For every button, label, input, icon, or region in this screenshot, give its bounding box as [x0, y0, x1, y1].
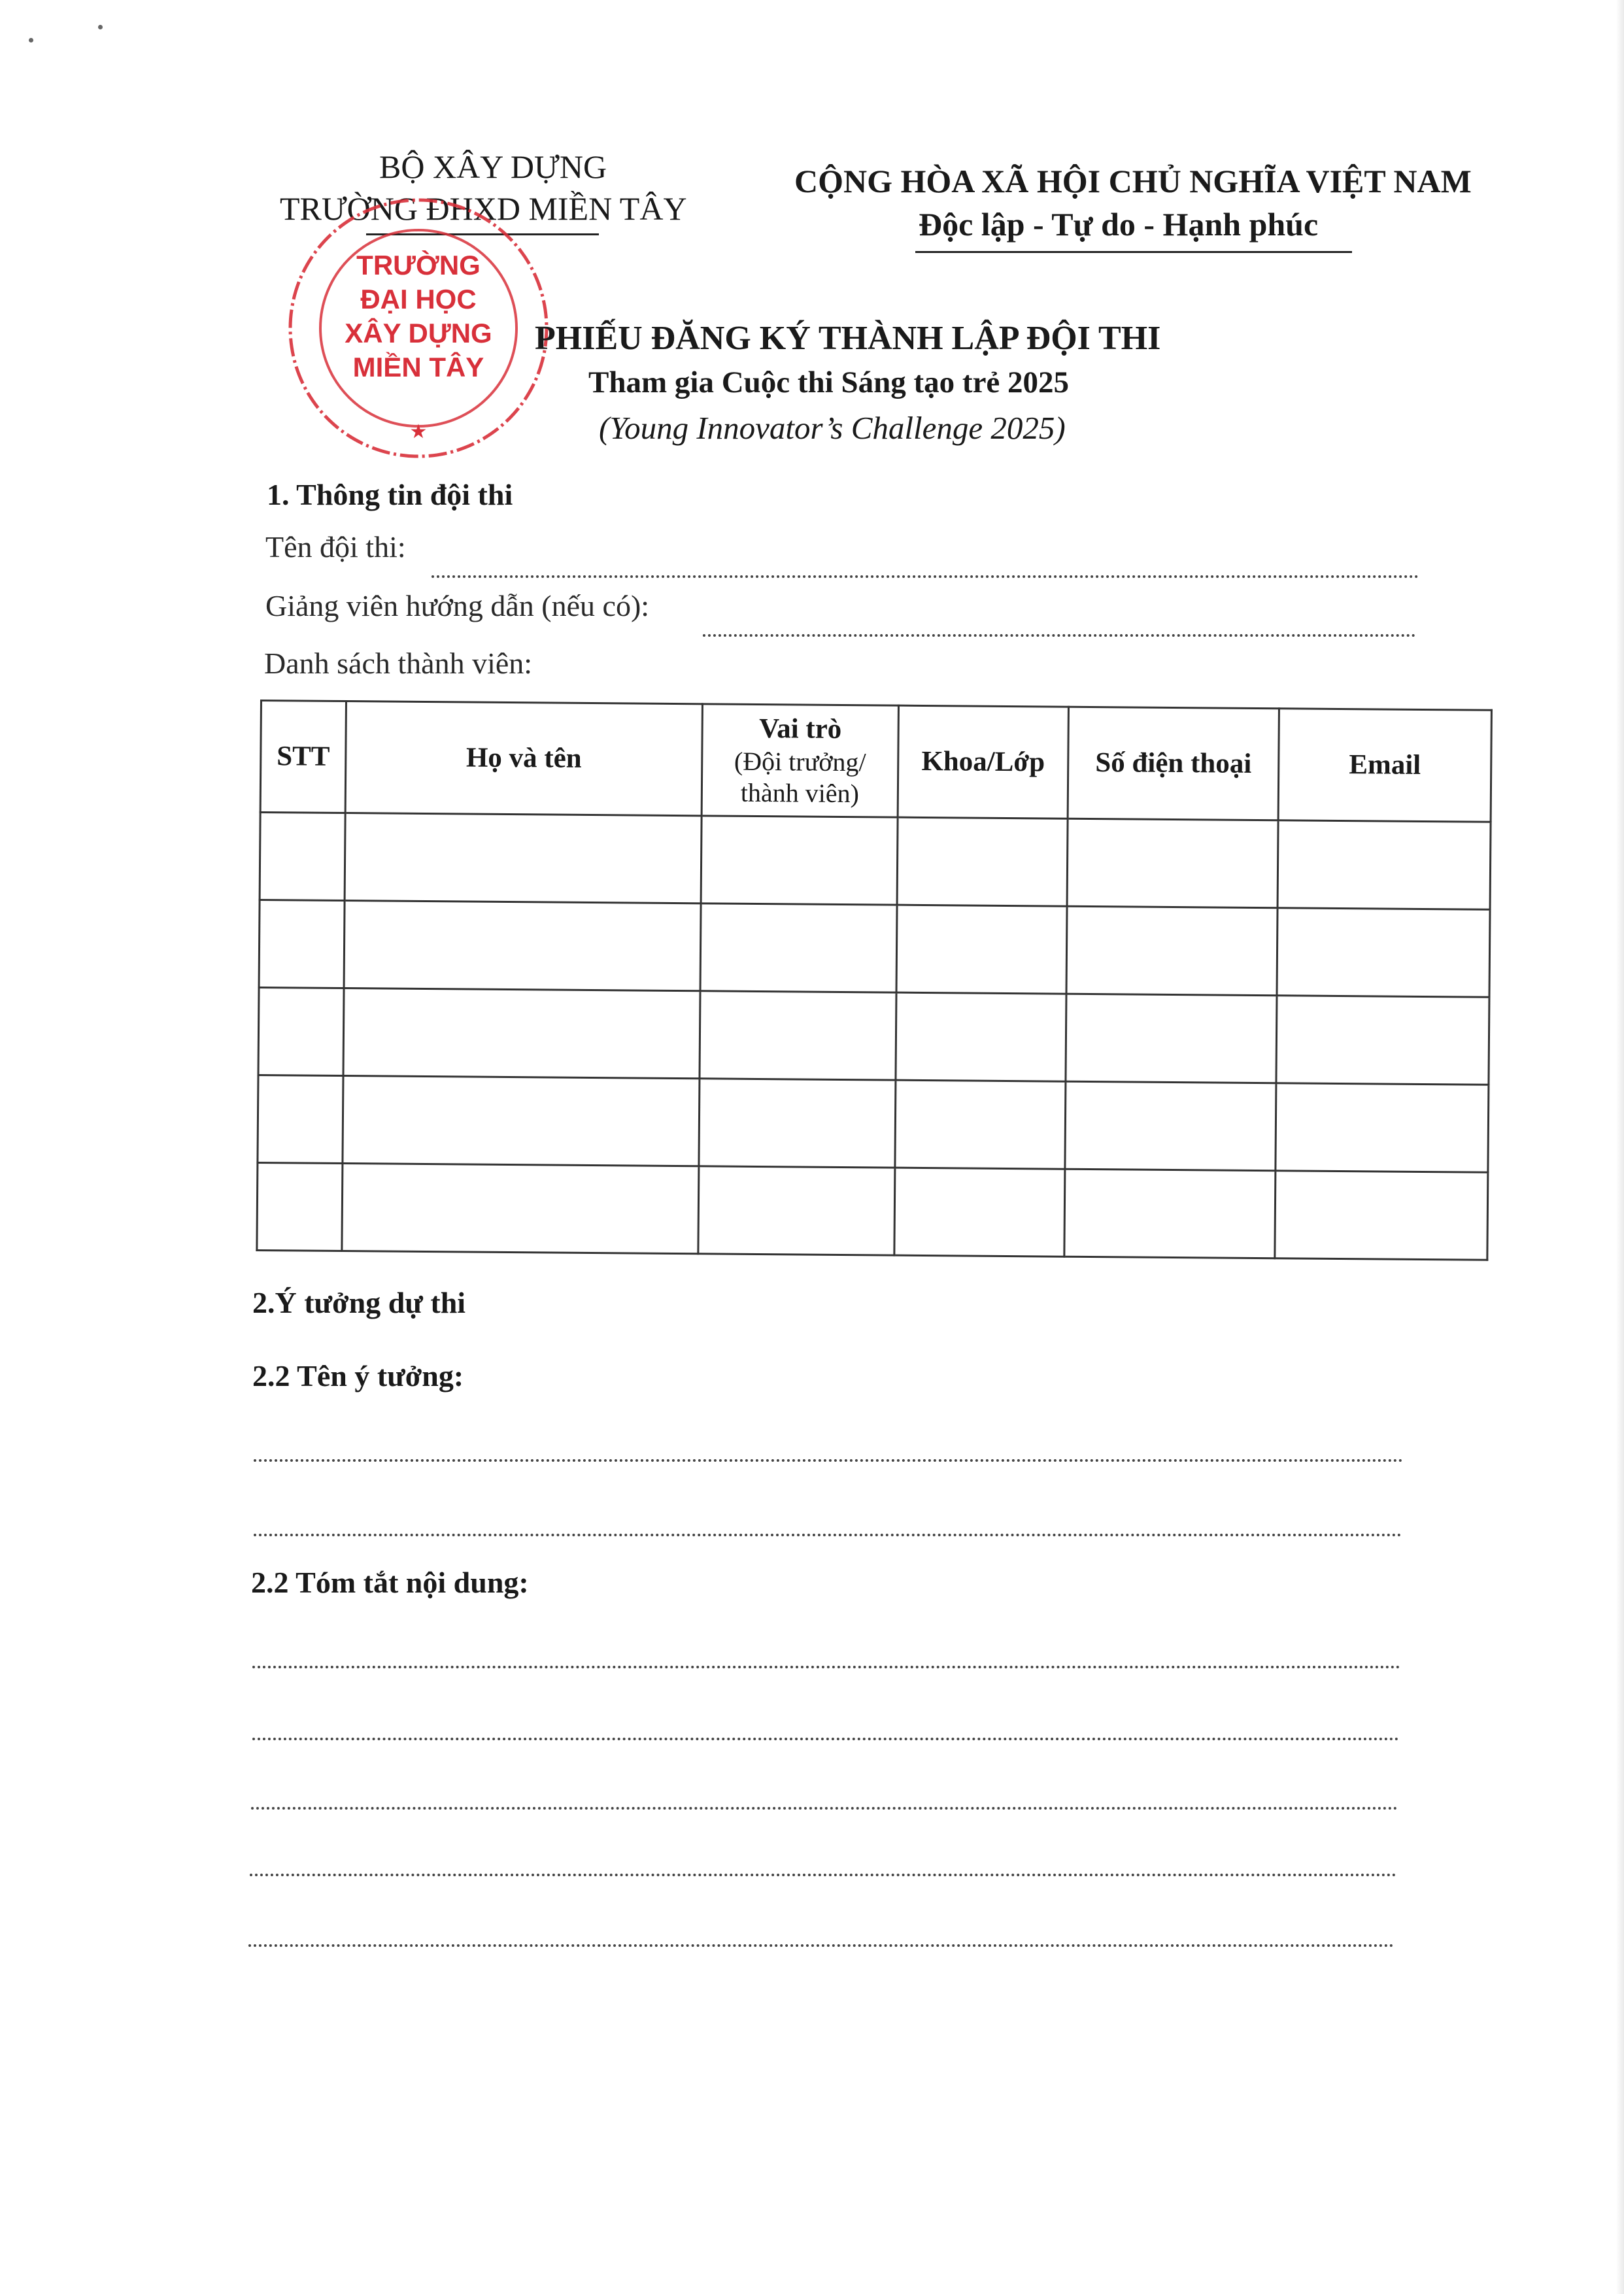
cell-name[interactable]: [343, 1076, 700, 1166]
cell-phone[interactable]: [1066, 994, 1277, 1083]
col-email: Email: [1278, 709, 1491, 822]
advisor-label: Giảng viên hướng dẫn (nếu có):: [265, 589, 650, 622]
idea-name-label: 2.2 Tên ý tưởng:: [252, 1359, 464, 1392]
cell-name[interactable]: [342, 1164, 699, 1254]
cell-email[interactable]: [1275, 1171, 1488, 1260]
cell-stt[interactable]: [257, 1162, 343, 1251]
team-name-field[interactable]: [431, 575, 1419, 578]
page-right-edge-shadow: [1616, 0, 1624, 2294]
school-name: TRƯỜNG ĐHXD MIỀN TÂY: [280, 190, 687, 227]
ministry-name: BỘ XÂY DỰNG: [379, 148, 607, 185]
idea-name-line-1[interactable]: [254, 1459, 1403, 1462]
col-stt: STT: [260, 701, 346, 813]
scan-speck: [29, 38, 33, 42]
cell-phone[interactable]: [1066, 906, 1277, 996]
table-row: [258, 987, 1489, 1085]
table-header-row: [260, 701, 1491, 822]
cell-faculty[interactable]: [896, 992, 1066, 1081]
section2-heading: 2.Ý tưởng dự thi: [252, 1286, 466, 1319]
cell-email[interactable]: [1276, 996, 1489, 1085]
table-row: [260, 813, 1491, 910]
cell-role[interactable]: [699, 1079, 896, 1168]
team-name-label: Tên đội thi:: [265, 530, 406, 564]
col-phone: Số điện thoại: [1068, 707, 1279, 820]
stamp-star-icon: ★: [409, 420, 428, 443]
form-subtitle: Tham gia Cuộc thi Sáng tạo trẻ 2025: [588, 365, 1070, 399]
cell-phone[interactable]: [1064, 1169, 1276, 1258]
members-label: Danh sách thành viên:: [264, 647, 533, 680]
cell-faculty[interactable]: [895, 1080, 1066, 1169]
cell-email[interactable]: [1277, 908, 1490, 998]
stamp-line1: TRƯỜNG: [356, 250, 481, 280]
summary-line-5[interactable]: [248, 1944, 1394, 1947]
col-role-sub2: thành viên): [740, 777, 860, 808]
section1-heading: 1. Thông tin đội thi: [267, 478, 513, 511]
advisor-field[interactable]: [703, 634, 1415, 637]
cell-phone[interactable]: [1065, 1081, 1276, 1171]
nation-name: CỘNG HÒA XÃ HỘI CHỦ NGHĨA VIỆT NAM: [794, 163, 1472, 199]
summary-line-4[interactable]: [250, 1874, 1396, 1876]
stamp-line2: ĐẠI HỌC: [360, 284, 477, 314]
summary-line-1[interactable]: [252, 1666, 1400, 1668]
cell-faculty[interactable]: [894, 1168, 1065, 1257]
school-seal-stamp: [281, 191, 556, 465]
summary-line-3[interactable]: [251, 1807, 1398, 1810]
summary-label: 2.2 Tóm tắt nội dung:: [251, 1566, 529, 1599]
table-row: [257, 1162, 1488, 1260]
form-title: PHIẾU ĐĂNG KÝ THÀNH LẬP ĐỘI THI: [535, 320, 1161, 357]
cell-name[interactable]: [344, 901, 701, 991]
nation-motto: Độc lập - Tự do - Hạnh phúc: [919, 206, 1319, 243]
col-role-sub1: (Đội trưởng/: [734, 746, 866, 777]
table-row: [259, 900, 1490, 998]
cell-stt[interactable]: [259, 900, 345, 988]
col-role-title: Vai trò: [758, 713, 842, 745]
members-table: [256, 700, 1493, 1261]
cell-faculty[interactable]: [896, 905, 1067, 994]
summary-line-2[interactable]: [252, 1738, 1399, 1740]
cell-role[interactable]: [700, 991, 896, 1080]
table-row: [258, 1075, 1489, 1172]
scan-speck: [98, 25, 103, 29]
cell-stt[interactable]: [260, 813, 345, 901]
cell-stt[interactable]: [258, 987, 344, 1075]
cell-name[interactable]: [343, 988, 700, 1079]
cell-name[interactable]: [345, 813, 702, 903]
motto-underline: [915, 251, 1352, 253]
cell-role[interactable]: [698, 1166, 895, 1255]
cell-role[interactable]: [701, 816, 898, 905]
cell-email[interactable]: [1276, 1083, 1489, 1173]
cell-email[interactable]: [1277, 820, 1491, 910]
stamp-line4: MIỀN TÂY: [352, 352, 484, 382]
form-english-subtitle: (Young Innovator’s Challenge 2025): [599, 410, 1066, 446]
cell-role[interactable]: [700, 903, 897, 992]
col-role: [702, 704, 898, 817]
cell-faculty[interactable]: [897, 817, 1068, 906]
col-faculty: Khoa/Lớp: [898, 705, 1068, 818]
idea-name-line-2[interactable]: [254, 1534, 1402, 1536]
cell-phone[interactable]: [1067, 818, 1278, 908]
stamp-line3: XÂY DỰNG: [345, 318, 492, 348]
cell-stt[interactable]: [258, 1075, 343, 1163]
col-name: Họ và tên: [345, 701, 702, 816]
